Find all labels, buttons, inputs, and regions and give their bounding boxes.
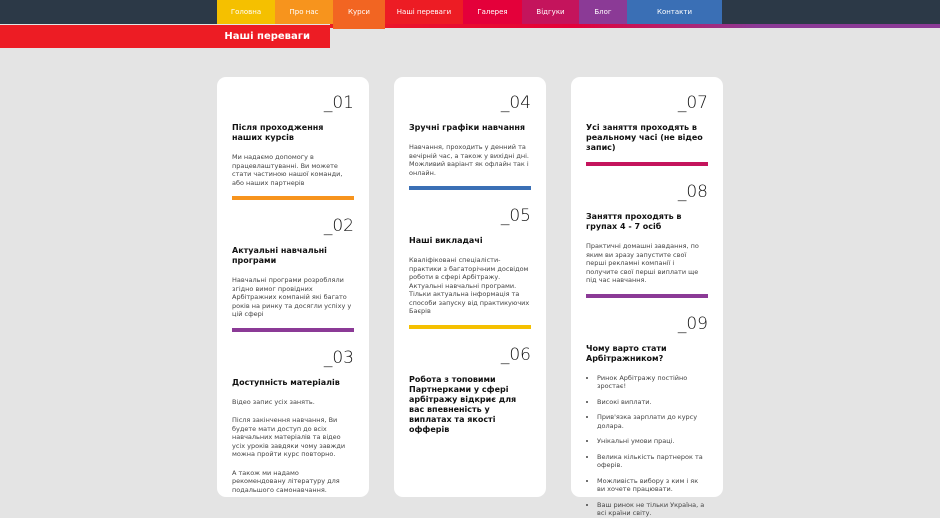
list-item: • Ваш ринок не тільки Україна, а всі країни світу. [597, 501, 708, 518]
list-item: • Велика кількість партнерок та оферів. [597, 453, 708, 470]
divider-bar [232, 328, 354, 332]
section-banner [0, 25, 330, 48]
advantage-title: Робота з топовими Партнерками у сфері арбітражу відкриє для вас впевненість у виплатах та якості офферів [409, 374, 517, 434]
advantage-number: _04 [500, 93, 531, 113]
nav-item[interactable]: Блог [579, 0, 627, 24]
section-title: Наші переваги [224, 31, 310, 42]
advantage-list [586, 374, 708, 518]
advantage-number: _07 [677, 93, 708, 113]
divider-bar [232, 196, 354, 200]
nav-item[interactable]: Відгуки [522, 0, 579, 24]
nav-item[interactable]: Головна [217, 0, 275, 24]
advantage-title: Чому варто стати Арбітражником? [586, 343, 667, 363]
list-item: • Прив'язка зарплати до курсу долара. [597, 413, 708, 430]
advantages-card-1 [217, 77, 369, 497]
main-nav [217, 0, 722, 24]
advantage-text: Відео запис усіх занять. [232, 397, 315, 406]
advantage-text: Ми надаємо допомогу в працевлаштуванні. Ви можете стати частиною нашої команди, або наших партнерів [232, 153, 343, 187]
list-item: • Ринок Арбітражу постійно зростає! [597, 374, 708, 391]
nav-item[interactable]: Про нас [275, 0, 333, 24]
advantage-title: Актуальні навчальні програми [232, 246, 327, 265]
advantage-text: Практичні домашні завдання, по яким ви зразу запустите свої перші рекламні компанії і получите свої перші виплати ще під час навчання. [586, 242, 699, 284]
divider-bar [586, 294, 708, 298]
advantage-title: Зручні графіки навчання [409, 123, 526, 132]
advantage-number: _08 [677, 182, 708, 202]
nav-item[interactable]: Наші переваги [385, 0, 463, 24]
advantage-title: Наші викладачі [409, 236, 483, 245]
advantage-title: Заняття проходять в групах 4 - 7 осіб [586, 212, 682, 231]
advantages-card-2 [394, 77, 546, 497]
advantage-title: Доступність матеріалів [232, 377, 340, 387]
advantage-title: Після проходження наших курсів [232, 123, 324, 142]
advantage-text: Кваліфіковані спеціалісти-практики з багаторічним досвідом роботи в сфері Арбітражу. Актуальні навчальні програми. Тільки актуальна інформація та способи запуску від практикуючих Баєрів [409, 256, 530, 315]
divider-bar [409, 186, 531, 190]
advantage-title: Усі заняття проходять в реальному часі (не відео запис) [586, 123, 703, 152]
divider-bar [409, 325, 531, 329]
advantage-number: _09 [677, 313, 708, 334]
nav-item[interactable]: Курси [333, 0, 385, 29]
advantage-text: А також ми надамо рекомендовану літературу для подальшого самонавчання. [232, 468, 340, 494]
advantage-number: _03 [323, 347, 354, 368]
advantage-text: Навчання, проходить у денний та вечірній час, а також у вихідні дні. Можливий варіант як офлайн так і онлайн. [409, 143, 529, 177]
advantage-number: _02 [323, 216, 354, 236]
advantage-number: _01 [323, 93, 354, 113]
list-item: • Унікальні умови праці. [597, 437, 708, 446]
advantages-card-3 [571, 77, 723, 517]
divider-bar [586, 162, 708, 166]
advantage-text: Після закінчення навчання, Ви будете мати доступ до всіх навчальних матеріалів та відео усіх уроків завдяки чому завжди можна пройти курс повторно. [232, 416, 346, 458]
advantage-number: _06 [500, 344, 531, 365]
list-item: • Високі виплати. [597, 398, 708, 407]
advantage-number: _05 [500, 206, 531, 226]
advantage-text: Навчальні програми розробляли згідно вимог провідних Арбітражних компаній які багато років на ринку та досягли успіху у цій сфері [232, 276, 352, 318]
nav-item[interactable]: Контакти [627, 0, 722, 24]
color-strip [330, 24, 940, 28]
nav-item[interactable]: Галерея [463, 0, 522, 24]
list-item: • Можливість вибору з ким і як ви хочете працювати. [597, 477, 708, 494]
